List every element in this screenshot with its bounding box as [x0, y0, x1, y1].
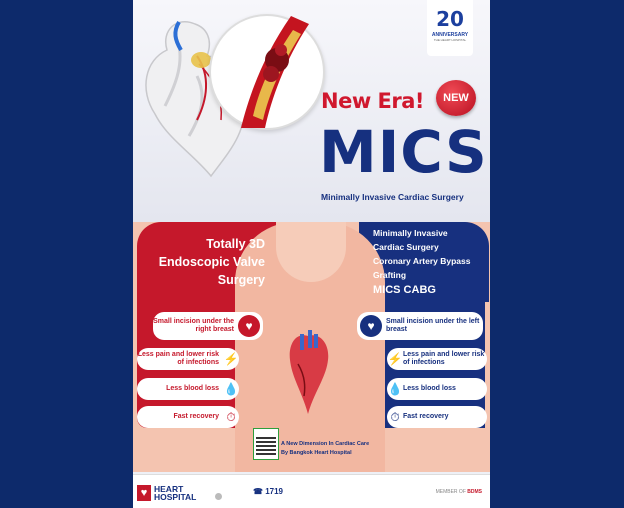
mics-cabg-label: MICS CABG	[373, 284, 436, 296]
hotline-number: 1719	[265, 487, 283, 496]
right-title-line: Minimally Invasive	[373, 228, 448, 238]
mics-subtitle: Minimally Invasive Cardiac Surgery	[321, 192, 464, 202]
tagline-line: By Bangkok Heart Hospital	[281, 450, 352, 456]
feature-text: Less pain and lower risk of infections	[137, 351, 219, 366]
stopwatch-icon: ⏱	[226, 409, 236, 424]
feature-text: Fast recovery	[403, 413, 449, 420]
right-feature-recovery	[387, 406, 487, 428]
new-badge: NEW	[436, 80, 476, 116]
logo-text-bottom: HOSPITAL	[154, 492, 197, 502]
anniversary-label: ANNIVERSARY	[431, 32, 469, 38]
hotline[interactable]: ☎ 1719	[253, 487, 283, 496]
left-panel-title: Totally 3D Endoscopic Valve Surgery	[158, 237, 265, 287]
new-era-text: New Era!	[321, 89, 424, 113]
stopwatch-icon: ⏱	[390, 409, 400, 424]
right-feature-incision	[357, 312, 483, 340]
blood-drop-icon: 💧	[223, 382, 239, 396]
feature-text: Less blood loss	[403, 385, 456, 392]
qr-tagline	[281, 440, 369, 458]
left-feature-pain	[137, 348, 239, 370]
feature-text: Small incision under the right breast	[153, 318, 234, 333]
anniversary-badge	[427, 0, 473, 56]
accreditation-icons	[215, 487, 233, 499]
bdms-member-text: MEMBER OF	[435, 489, 466, 495]
feature-text: Less blood loss	[166, 385, 219, 392]
anatomical-heart-icon	[286, 330, 330, 416]
right-feature-pain	[387, 348, 487, 370]
left-feature-blood	[137, 378, 239, 400]
right-title-line: Grafting	[373, 270, 407, 280]
bdms-member	[436, 489, 482, 495]
logo-text-top: HEART	[154, 484, 184, 494]
blocked-artery-icon	[211, 16, 323, 128]
feature-text: Small incision under the left breast	[386, 318, 480, 333]
left-feature-incision	[153, 312, 263, 340]
heart-pulse-icon: ♥	[360, 315, 382, 337]
tagline-line: A New Dimension In Cardiac Care	[281, 441, 370, 447]
mics-title: MICS	[319, 118, 488, 186]
lightning-icon: ⚡	[223, 352, 239, 366]
heart-pulse-icon: ♥	[238, 315, 260, 337]
feature-text: Fast recovery	[173, 413, 219, 420]
anniversary-number: 20	[436, 7, 464, 31]
bdms-brand: BDMS	[467, 489, 482, 495]
poster	[133, 0, 490, 508]
anniversary-tagline: THE HEART HOSPITAL	[433, 38, 467, 42]
heart-logo-icon: ♥	[137, 485, 151, 501]
poster-footer	[133, 474, 490, 508]
lightning-icon: ⚡	[387, 352, 403, 366]
blood-drop-icon: 💧	[387, 382, 403, 396]
artery-magnifier	[209, 14, 325, 130]
hospital-logo	[137, 485, 196, 501]
right-panel-title	[373, 226, 488, 282]
right-title-line: Coronary Artery Bypass	[373, 256, 471, 266]
right-feature-blood	[387, 378, 487, 400]
left-feature-recovery	[137, 406, 239, 428]
feature-text: Less pain and lower risk of infections	[403, 351, 485, 366]
qr-code[interactable]	[253, 428, 279, 460]
right-title-line: Cardiac Surgery	[373, 242, 439, 252]
